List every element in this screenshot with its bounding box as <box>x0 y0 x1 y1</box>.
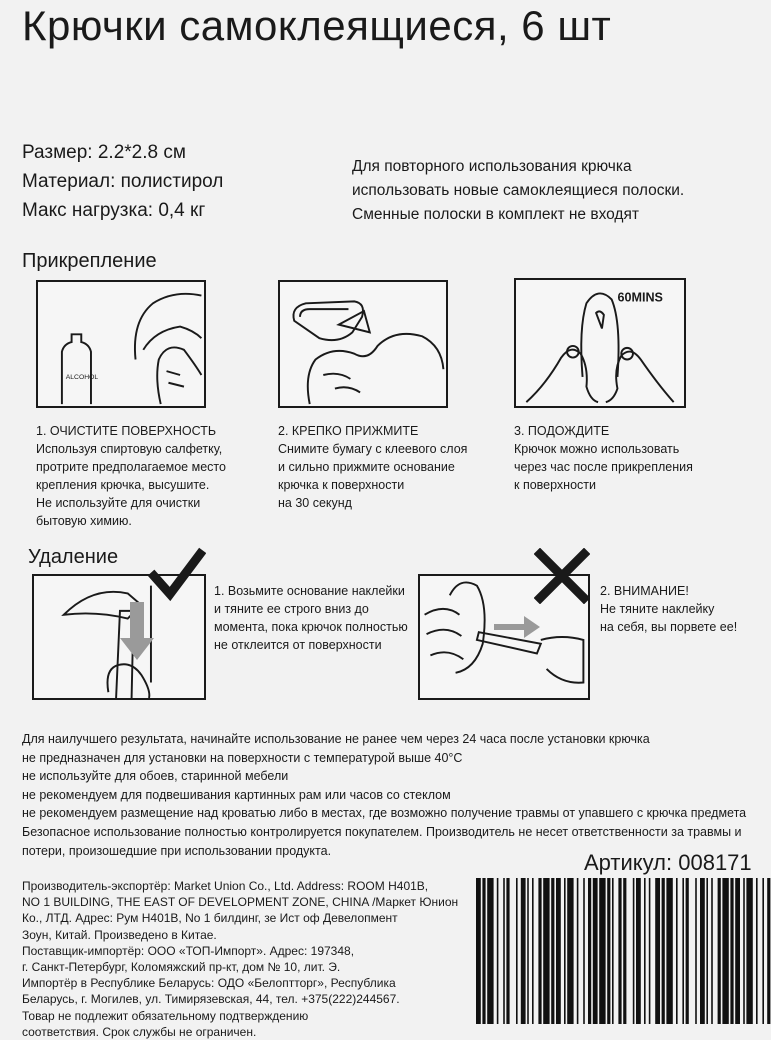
barcode-bar <box>538 878 541 1024</box>
barcode-bar <box>588 878 591 1024</box>
barcode-bar <box>682 878 684 1024</box>
barcode-bar <box>655 878 660 1024</box>
warning-line: Безопасное использование полностью контролируется покупателем. Производитель не несет ответственности за травмы и <box>22 824 742 839</box>
step-line: не отклеится от поверхности <box>214 638 382 652</box>
spec-size: Размер: 2.2*2.8 см <box>22 142 186 163</box>
barcode-bar <box>487 878 493 1024</box>
reuse-note-line: Сменные полоски в комплект не входят <box>352 206 639 223</box>
barcode-bar <box>612 878 614 1024</box>
barcode-bar <box>521 878 526 1024</box>
reuse-note-line: использовать новые самоклеящиеся полоски. <box>352 182 685 199</box>
barcode-bar <box>636 878 641 1024</box>
barcode-bar <box>618 878 621 1024</box>
wait-illustration <box>514 278 686 408</box>
removal-heading: Удаление <box>28 546 119 568</box>
step-title: 1. ОЧИСТИТЕ ПОВЕРХНОСТЬ <box>36 424 217 438</box>
barcode-bar <box>506 878 509 1024</box>
barcode-bar <box>718 878 721 1024</box>
clean-surface-illustration <box>36 280 206 408</box>
barcode-bar <box>543 878 549 1024</box>
svg-text:ALCOHOL: ALCOHOL <box>65 373 99 381</box>
manufacturer-line: соответствия. Срок службы не ограничен. <box>22 1024 257 1039</box>
warning-line: не рекомендуем для подвешивания картинных рам или часов со стеклом <box>22 787 451 802</box>
step-line: момента, пока крючок полностью <box>214 620 408 634</box>
warning-line: не предназначен для установки на поверхности с температурой выше 40°С <box>22 750 463 765</box>
barcode-bar <box>756 878 758 1024</box>
barcode-bar <box>551 878 554 1024</box>
barcode-bar <box>735 878 740 1024</box>
spec-material: Материал: полистирол <box>22 171 224 192</box>
warnings-block <box>22 730 746 860</box>
barcode <box>472 878 771 1024</box>
barcode-bar <box>730 878 733 1024</box>
barcode-bar <box>503 878 505 1024</box>
step-line: Не используйте для очистки <box>36 496 201 510</box>
step-line: Крючок можно использовать <box>514 442 680 456</box>
step-line: бытовую химию. <box>36 514 132 528</box>
side-arrow-icon <box>494 616 540 638</box>
attach-heading: Прикрепление <box>22 250 157 272</box>
barcode-bar <box>527 878 529 1024</box>
barcode-bar <box>711 878 713 1024</box>
barcode-bar <box>644 878 646 1024</box>
step-wait-text <box>514 422 693 494</box>
barcode-bar <box>593 878 598 1024</box>
manufacturer-line: Ко., ЛТД. Адрес: Рум H401B, No 1 билдинг, зе Ист оф Девелопмент <box>22 911 398 926</box>
barcode-bar <box>516 878 518 1024</box>
barcode-bar <box>482 878 485 1024</box>
manufacturer-line: Товар не подлежит обязательному подтверждению <box>22 1008 309 1023</box>
barcode-bar <box>649 878 651 1024</box>
step-line: протрите предполагаемое место <box>36 460 226 474</box>
barcode-bar <box>767 878 770 1024</box>
manufacturer-line: Производитель-экспортёр: Market Union Co., Ltd. Address: ROOM H401B, <box>22 879 429 893</box>
step-line: на себя, вы порвете ее! <box>600 620 738 634</box>
step-line: Используя спиртовую салфетку, <box>36 442 223 456</box>
manufacturer-line: Поставщик-импортёр: ООО «ТОП-Импорт». Адрес: 197348, <box>22 943 355 958</box>
manufacturer-line: г. Санкт-Петербург, Коломяжский пр-кт, дом № 10, лит. Э. <box>22 960 341 975</box>
step-line: и сильно прижмите основание <box>278 460 455 474</box>
warning-line: не используйте для обоев, старинной мебели <box>22 769 289 784</box>
barcode-bar <box>762 878 764 1024</box>
article-number: Артикул: 008171 <box>584 850 752 875</box>
manufacturer-line: Зоун, Китай. Произведено в Китае. <box>22 927 217 942</box>
barcode-bar <box>743 878 745 1024</box>
barcode-bar <box>722 878 728 1024</box>
down-arrow-icon <box>120 602 154 660</box>
barcode-bar <box>564 878 566 1024</box>
step-line: крючка к поверхности <box>278 478 405 492</box>
spec-max-load: Макс нагрузка: 0,4 кг <box>22 200 206 221</box>
barcode-bar <box>476 878 481 1024</box>
barcode-bar <box>599 878 605 1024</box>
step-line: к поверхности <box>514 478 596 492</box>
barcode-bar <box>497 878 499 1024</box>
barcode-bar <box>686 878 689 1024</box>
warning-line: не рекомендуем размещение над кроватью либо в местах, где возможно получение травмы от упавшего с крючка предмета <box>22 806 747 821</box>
manufacturer-line: NO 1 BUILDING, THE EAST OF DEVELOPMENT ZONE, CHINA /Маркет Юнион <box>22 895 459 910</box>
warning-line: Для наилучшего результата, начинайте использование не ранее чем через 24 часа после установки крючка <box>22 732 650 746</box>
step-title: 3. ПОДОЖДИТЕ <box>514 424 610 438</box>
step-line: Снимите бумагу с клеевого слоя <box>278 442 468 456</box>
page-title: Крючки самоклеящиеся, 6 шт <box>22 2 612 49</box>
barcode-bar <box>556 878 561 1024</box>
reuse-note-line: Для повторного использования крючка <box>352 158 632 175</box>
cross-icon <box>534 548 590 604</box>
barcode-bar <box>695 878 697 1024</box>
warning-line: потери, произошедшие при использовании продукта. <box>22 843 332 858</box>
manufacturer-line: Импортёр в Республике Беларусь: ОДО «Белоптторг», Республика <box>22 976 396 991</box>
barcode-bar <box>676 878 678 1024</box>
barcode-bar <box>567 878 573 1024</box>
barcode-bar <box>607 878 610 1024</box>
barcode-bar <box>577 878 579 1024</box>
barcode-bar <box>666 878 672 1024</box>
step-line: 1. Возьмите основание наклейки <box>214 584 405 598</box>
barcode-bar <box>583 878 585 1024</box>
svg-text:60MINS: 60MINS <box>617 290 663 305</box>
barcode-bar <box>706 878 708 1024</box>
check-icon <box>148 546 206 604</box>
removal-step-2-text <box>600 582 737 636</box>
step-line: на 30 секунд <box>278 496 352 510</box>
manufacturer-line: Беларусь, г. Могилев, ул. Тимирязевская, 44, тел. +375(222)244567. <box>22 992 400 1007</box>
barcode-bar <box>623 878 626 1024</box>
step-clean-text <box>36 422 226 530</box>
manufacturer-info <box>22 878 458 1040</box>
step-line: крепления крючка, высушите. <box>36 478 210 492</box>
step-press-text <box>278 422 467 512</box>
step-line: и тяните ее строго вниз до <box>214 602 369 616</box>
barcode-bar <box>532 878 534 1024</box>
step-line: 2. ВНИМАНИЕ! <box>600 584 689 598</box>
step-title: 2. КРЕПКО ПРИЖМИТЕ <box>278 424 419 438</box>
barcode-bar <box>633 878 635 1024</box>
barcode-bar <box>746 878 752 1024</box>
step-line: через час после прикрепления <box>514 460 693 474</box>
step-line: Не тяните наклейку <box>600 602 715 616</box>
press-firmly-illustration <box>278 280 448 408</box>
barcode-bar <box>700 878 705 1024</box>
removal-step-1-text <box>214 582 408 654</box>
barcode-bar <box>662 878 665 1024</box>
